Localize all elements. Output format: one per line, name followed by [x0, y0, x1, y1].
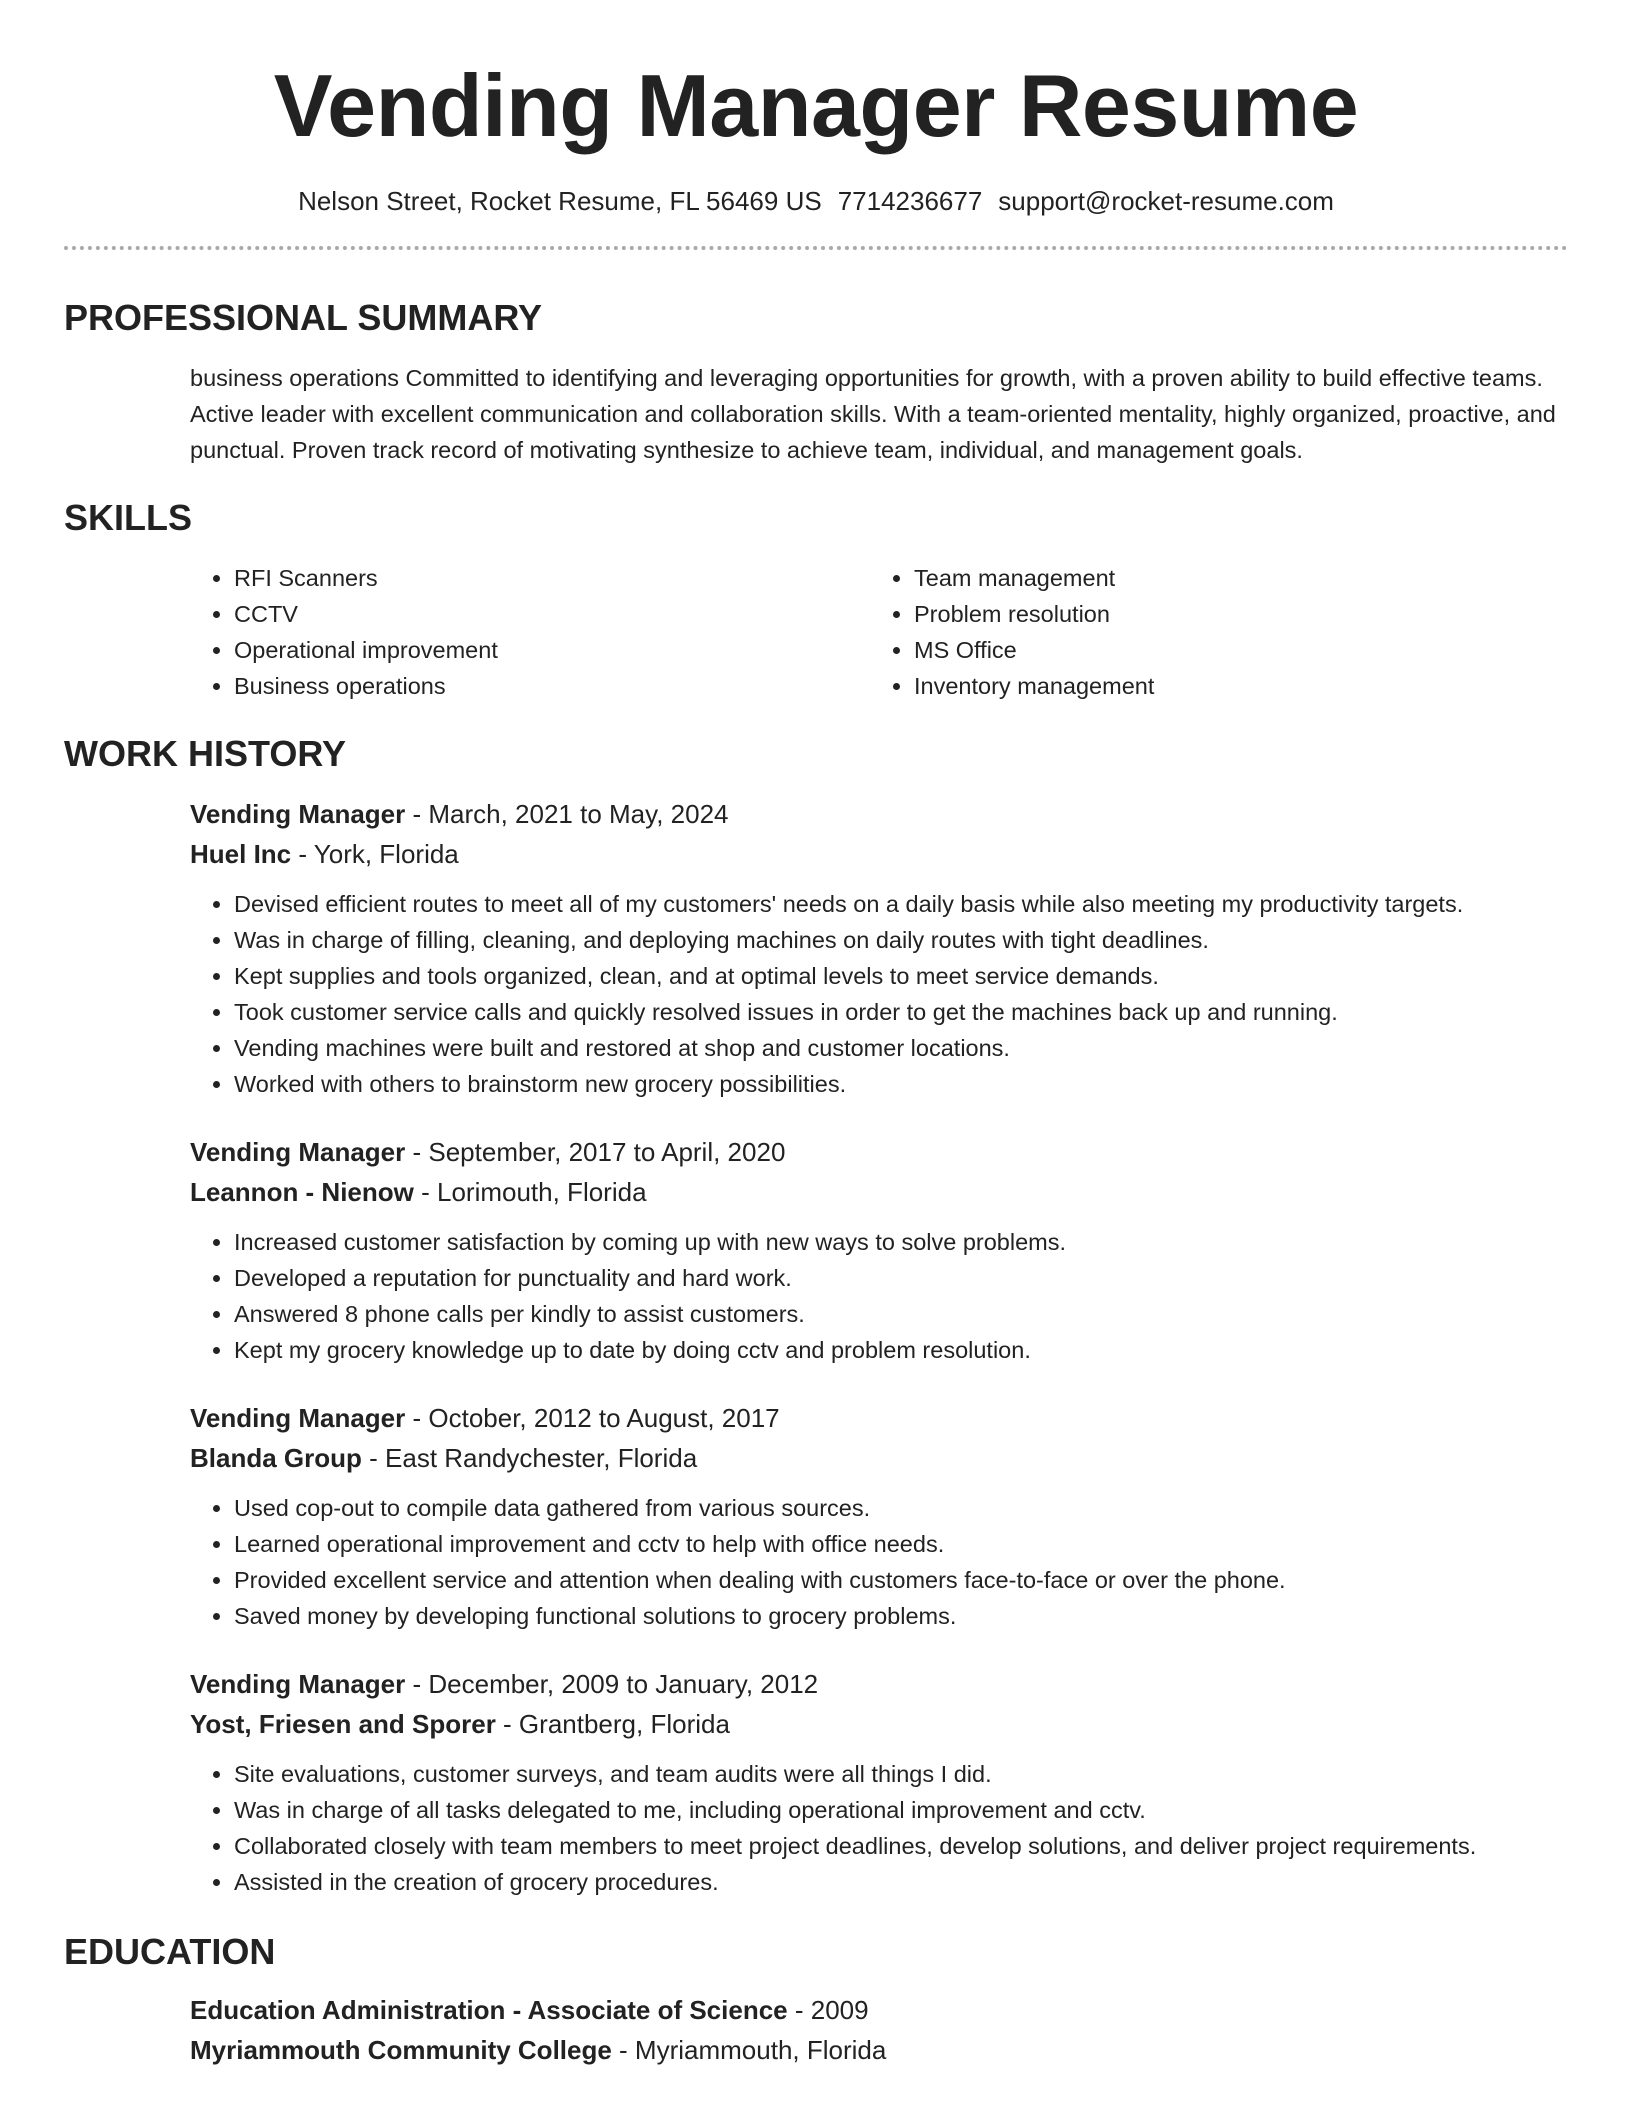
job-bullet: • Learned operational improvement and cctv to help with office needs.	[234, 1526, 1568, 1562]
job-bullet: • Was in charge of all tasks delegated to me, including operational improvement and cctv.	[234, 1792, 1568, 1828]
education-year: - 2009	[787, 1995, 869, 2025]
resume-title: Vending Manager Resume	[273, 56, 1359, 155]
job-bullets	[190, 1756, 1568, 1900]
job-bullet: • Increased customer satisfaction by coming up with new ways to solve problems.	[234, 1224, 1568, 1260]
summary-text: business operations Committed to identifying and leveraging opportunities for growth, with a proven ability to build effective teams. Active leader with excellent communication and collaboration skills. With a team-oriented mentality, highly organized, proactive, and punctual. Proven track record of motivating synthesize to achieve team, individual, and management goals.	[190, 365, 1556, 463]
job-bullet: • Provided excellent service and attention when dealing with customers face-to-face or over the phone.	[234, 1562, 1568, 1598]
education-school-line	[190, 2030, 1568, 2070]
job-entry	[190, 794, 1568, 1102]
job-dates: - December, 2009 to January, 2012	[405, 1669, 819, 1699]
job-title: Vending Manager	[190, 799, 406, 829]
skill-item: • RFI Scanners	[234, 560, 870, 596]
education-degree-line	[190, 1990, 1568, 2030]
job-bullet: • Answered 8 phone calls per kindly to assist customers.	[234, 1296, 1568, 1332]
job-location: - East Randychester, Florida	[361, 1443, 698, 1473]
job-entry	[190, 1664, 1568, 1900]
job-entry	[190, 1132, 1568, 1368]
job-bullet: • Was in charge of filling, cleaning, and deploying machines on daily routes with tight deadlines.	[234, 922, 1568, 958]
job-company: Leannon - Nienow	[190, 1177, 414, 1207]
skill-item: • Inventory management	[914, 668, 1550, 704]
work-history-section	[64, 732, 1568, 1900]
skills-heading: SKILLS	[64, 497, 193, 538]
job-company-line	[190, 834, 1568, 874]
job-location: - Lorimouth, Florida	[413, 1177, 647, 1207]
education-heading: EDUCATION	[64, 1931, 276, 1972]
job-title: Vending Manager	[190, 1669, 406, 1699]
job-location: - Grantberg, Florida	[495, 1709, 730, 1739]
job-bullet: • Site evaluations, customer surveys, and team audits were all things I did.	[234, 1756, 1568, 1792]
skills-grid	[64, 560, 1568, 704]
job-title-line	[190, 794, 1568, 834]
job-bullet: • Collaborated closely with team members to meet project deadlines, develop solutions, and deliver project requirements.	[234, 1828, 1568, 1864]
job-bullet: • Assisted in the creation of grocery procedures.	[234, 1864, 1568, 1900]
contact-phone: 7714236677	[837, 186, 983, 216]
education-section	[64, 1930, 1568, 2070]
contact-email[interactable]: support@rocket-resume.com	[998, 186, 1334, 216]
job-dates: - October, 2012 to August, 2017	[405, 1403, 780, 1433]
job-company: Huel Inc	[190, 839, 292, 869]
job-bullet: • Vending machines were built and restored at shop and customer locations.	[234, 1030, 1568, 1066]
education-degree: Education Administration - Associate of Science	[190, 1995, 788, 2025]
skill-item: • Team management	[914, 560, 1550, 596]
contact-address: Nelson Street, Rocket Resume, FL 56469 US	[298, 186, 822, 216]
skill-item: • MS Office	[914, 632, 1550, 668]
job-entry	[190, 1398, 1568, 1634]
summary-heading: PROFESSIONAL SUMMARY	[64, 297, 543, 338]
work-history-heading: WORK HISTORY	[64, 733, 347, 774]
skill-item: • CCTV	[234, 596, 870, 632]
job-title-line	[190, 1664, 1568, 1704]
header-divider	[64, 246, 1568, 250]
job-company: Blanda Group	[190, 1443, 362, 1473]
job-dates: - March, 2021 to May, 2024	[405, 799, 729, 829]
job-company-line	[190, 1438, 1568, 1478]
job-bullets	[190, 886, 1568, 1102]
skills-list-right	[870, 560, 1550, 704]
job-bullet: • Used cop-out to compile data gathered from various sources.	[234, 1490, 1568, 1526]
skill-item: • Problem resolution	[914, 596, 1550, 632]
skills-list-left	[190, 560, 870, 704]
job-title-line	[190, 1132, 1568, 1172]
education-location: - Myriammouth, Florida	[611, 2035, 887, 2065]
job-location: - York, Florida	[291, 839, 459, 869]
job-bullets	[190, 1224, 1568, 1368]
job-bullet: • Kept supplies and tools organized, clean, and at optimal levels to meet service demands.	[234, 958, 1568, 994]
job-dates: - September, 2017 to April, 2020	[405, 1137, 786, 1167]
job-bullet: • Saved money by developing functional solutions to grocery problems.	[234, 1598, 1568, 1634]
job-company-line	[190, 1704, 1568, 1744]
job-company: Yost, Friesen and Sporer	[190, 1709, 496, 1739]
summary-section	[64, 296, 1568, 468]
job-title-line	[190, 1398, 1568, 1438]
job-company-line	[190, 1172, 1568, 1212]
job-bullet: • Developed a reputation for punctuality and hard work.	[234, 1260, 1568, 1296]
job-bullet: • Took customer service calls and quickly resolved issues in order to get the machines back up and running.	[234, 994, 1568, 1030]
skills-column-right	[870, 560, 1550, 704]
job-title: Vending Manager	[190, 1403, 406, 1433]
contact-line	[64, 184, 1568, 218]
skills-column-left	[190, 560, 870, 704]
job-bullets	[190, 1490, 1568, 1634]
job-bullet: • Devised efficient routes to meet all of my customers' needs on a daily basis while also meeting my productivity targets.	[234, 886, 1568, 922]
skill-item: • Operational improvement	[234, 632, 870, 668]
skill-item: • Business operations	[234, 668, 870, 704]
job-bullet: • Kept my grocery knowledge up to date by doing cctv and problem resolution.	[234, 1332, 1568, 1368]
education-school: Myriammouth Community College	[190, 2035, 612, 2065]
job-bullet: • Worked with others to brainstorm new grocery possibilities.	[234, 1066, 1568, 1102]
skills-section	[64, 496, 1568, 704]
job-title: Vending Manager	[190, 1137, 406, 1167]
